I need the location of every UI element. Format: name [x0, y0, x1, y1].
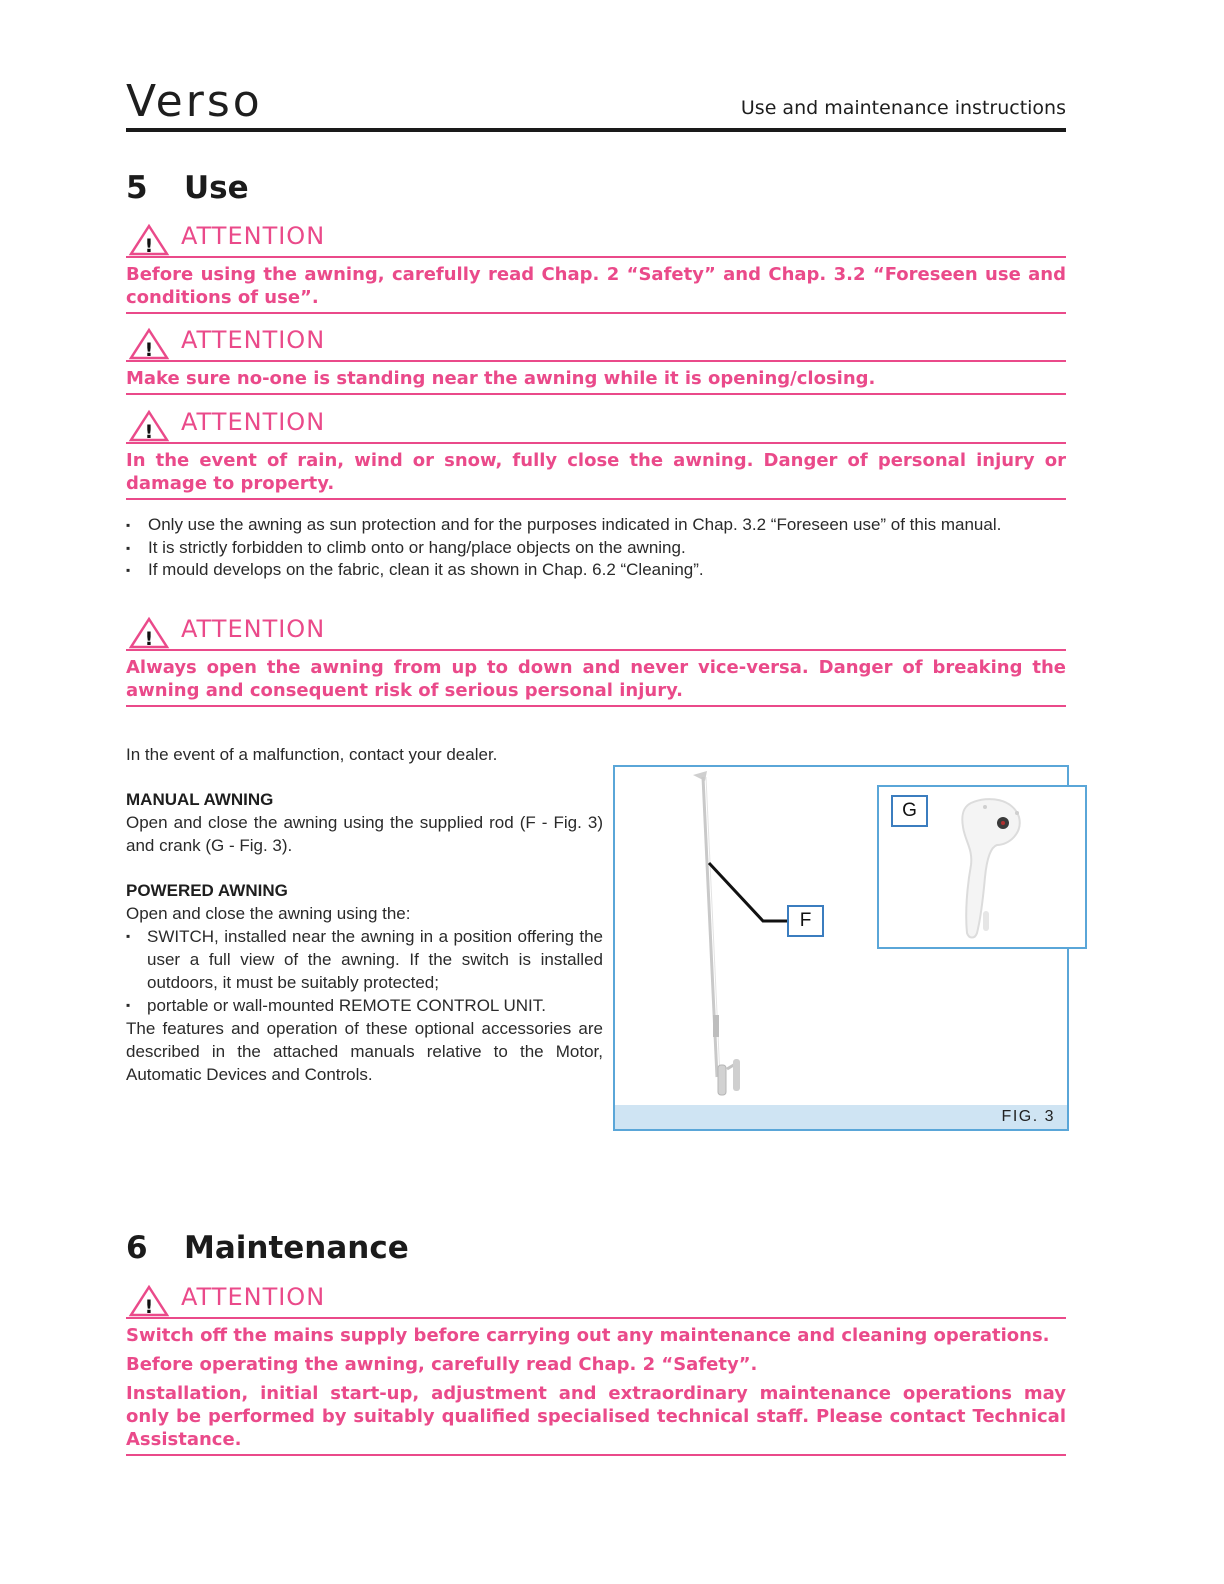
attention-text: In the event of rain, wind or snow, fully close the awning. Danger of personal injury or damage to property. [126, 450, 1066, 494]
attention-label: ATTENTION [181, 615, 326, 643]
operation-column [126, 743, 603, 1086]
figure-3-inset [877, 785, 1087, 949]
attention-header [126, 615, 1066, 651]
document-title: Use and maintenance instructions [740, 97, 1066, 119]
attention-header [126, 222, 1066, 258]
attention-divider [126, 498, 1066, 500]
attention-header [126, 1283, 1066, 1319]
svg-text:!: ! [144, 421, 154, 442]
section-heading-use [126, 170, 249, 206]
attention-label: ATTENTION [181, 222, 326, 250]
warning-icon [128, 408, 170, 442]
attention-label: ATTENTION [181, 408, 326, 436]
manual-awning-heading: MANUAL AWNING [126, 790, 274, 809]
attention-block [126, 1283, 1066, 1456]
powered-awning-heading: POWERED AWNING [126, 881, 288, 900]
section-number: 5 [126, 170, 148, 206]
warning-icon [128, 1283, 170, 1317]
powered-awning-intro: Open and close the awning using the: [126, 904, 411, 923]
attention-paragraph: Installation, initial start-up, adjustment and extraordinary maintenance operations may only be performed by suitably qualified specialised technical staff. Please contact Technical Assistance. [126, 1383, 1066, 1450]
attention-paragraph: Switch off the mains supply before carrying out any maintenance and cleaning operations. [126, 1325, 1050, 1346]
svg-text:!: ! [144, 339, 154, 360]
attention-header [126, 326, 1066, 362]
svg-text:!: ! [144, 235, 154, 256]
attention-divider [126, 705, 1066, 707]
section-number: 6 [126, 1230, 148, 1266]
attention-divider [126, 312, 1066, 314]
attention-text [126, 1319, 1066, 1454]
svg-text:!: ! [144, 1296, 154, 1317]
brand-logo: Verso [126, 76, 263, 127]
svg-text:!: ! [144, 628, 154, 649]
list-item: ▪ It is strictly forbidden to climb onto or hang/place objects on the awning. [126, 537, 1066, 560]
powered-awning-outro: The features and operation of these optional accessories are described in the attached manuals relative to the Motor, Automatic Devices and Controls. [126, 1019, 603, 1084]
manual-awning-text: Open and close the awning using the supplied rod (F - Fig. 3) and crank (G - Fig. 3). [126, 813, 603, 855]
section-heading-maintenance [126, 1230, 409, 1266]
attention-label: ATTENTION [181, 326, 326, 354]
label-f: F [787, 905, 824, 937]
warning-icon [128, 615, 170, 649]
attention-block [126, 222, 1066, 314]
attention-header [126, 408, 1066, 444]
usage-rules-list [126, 514, 1066, 582]
attention-block [126, 326, 1066, 395]
attention-divider [126, 1454, 1066, 1456]
list-item: ▪ portable or wall-mounted REMOTE CONTROL UNIT. [126, 994, 603, 1017]
header-divider [126, 128, 1066, 132]
attention-block [126, 408, 1066, 500]
list-item: ▪ If mould develops on the fabric, clean it as shown in Chap. 6.2 “Cleaning”. [126, 559, 1066, 582]
attention-block [126, 615, 1066, 707]
list-item: ▪ Only use the awning as sun protection and for the purposes indicated in Chap. 3.2 “Foreseen use” of this manual. [126, 514, 1066, 537]
list-item: ▪ SWITCH, installed near the awning in a position offering the user a full view of the awning. If the switch is installed outdoors, it must be suitably protected; [126, 925, 603, 994]
attention-label: ATTENTION [181, 1283, 326, 1311]
figure-caption-band [615, 1105, 1067, 1129]
attention-text: Make sure no-one is standing near the awning while it is opening/closing. [126, 368, 876, 389]
warning-icon [128, 222, 170, 256]
attention-divider [126, 393, 1066, 395]
attention-text: Before using the awning, carefully read Chap. 2 “Safety” and Chap. 3.2 “Foreseen use and conditions of use”. [126, 264, 1066, 308]
malfunction-note: In the event of a malfunction, contact your dealer. [126, 745, 498, 764]
figure-caption: FIG. 3 [1001, 1108, 1055, 1125]
section-title: Use [184, 170, 249, 206]
warning-icon [128, 326, 170, 360]
attention-paragraph: Before operating the awning, carefully read Chap. 2 “Safety”. [126, 1354, 758, 1375]
attention-text: Always open the awning from up to down and never vice-versa. Danger of breaking the awning and consequent risk of serious personal injury. [126, 657, 1066, 701]
crank-illustration [879, 787, 1085, 947]
label-g: G [891, 795, 928, 827]
section-title: Maintenance [184, 1230, 409, 1266]
